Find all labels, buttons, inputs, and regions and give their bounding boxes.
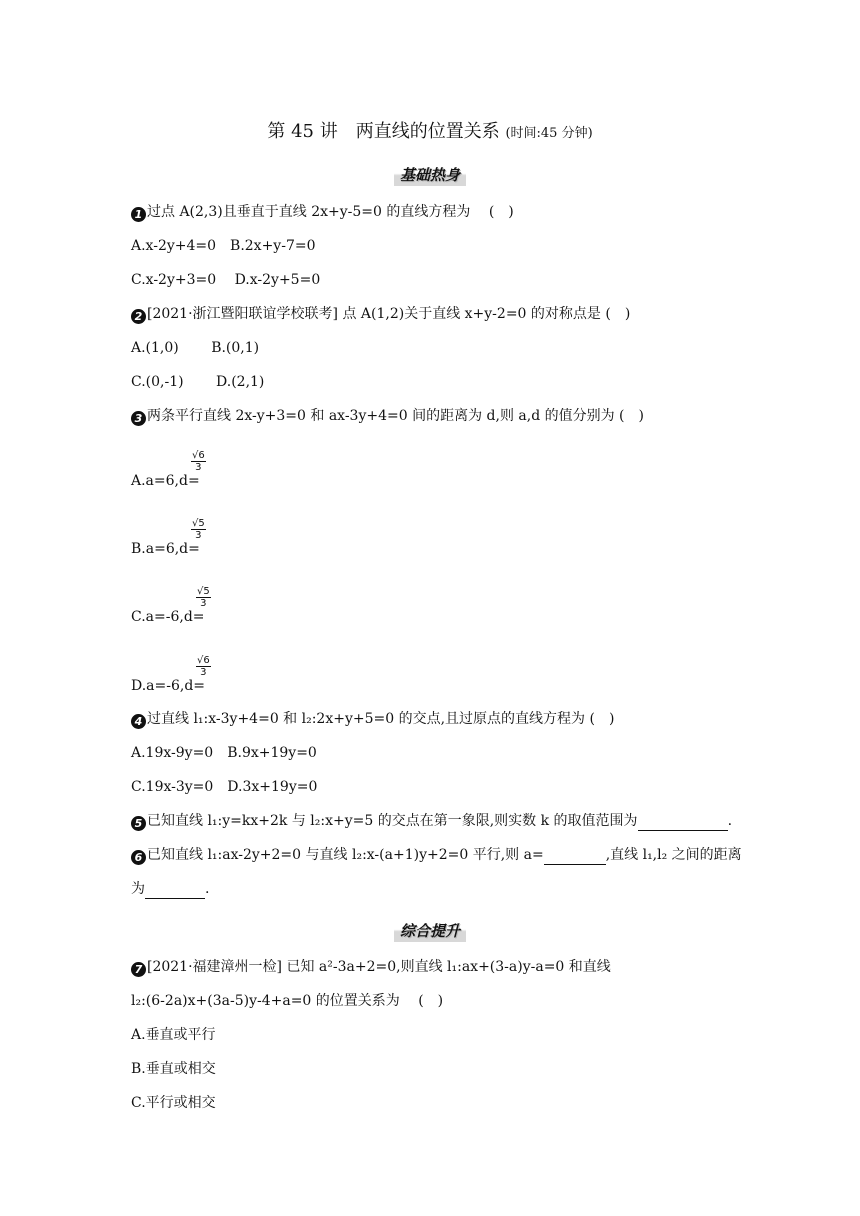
q7-option-a: A.垂直或平行: [131, 1027, 216, 1043]
q3-option-c: C.a=-6,d=: [131, 609, 205, 625]
question-2: [131, 305, 630, 324]
question-stem: 已知直线 l₁:ax-2y+2=0 与直线 l₂:x-(a+1)y+2=0 平行,则 a=: [147, 847, 544, 863]
lesson-title: 第 45 讲 两直线的位置关系: [267, 121, 500, 142]
question-number-badge: 2: [131, 309, 146, 324]
question-number-badge: 3: [131, 411, 146, 426]
fraction-numerator: √5: [197, 586, 210, 597]
q7-option-c: C.平行或相交: [131, 1095, 216, 1111]
section-advanced-label: 综合提升: [394, 919, 466, 942]
q3-option-d: D.a=-6,d=: [131, 678, 206, 694]
question-number-badge: 4: [131, 714, 146, 729]
question-4: [131, 710, 614, 729]
question-stem-cont: 为: [131, 881, 145, 897]
fraction-numerator: √5: [192, 518, 205, 529]
page-title: [0, 117, 860, 143]
question-number-badge: 7: [131, 962, 146, 977]
period: .: [205, 881, 210, 897]
q1-options-row-1: A.x-2y+4=0 B.2x+y-7=0: [131, 238, 316, 254]
question-stem: 过点 A(2,3)且垂直于直线 2x+y-5=0 的直线方程为 ( ): [147, 204, 514, 220]
fraction: [191, 518, 206, 541]
q3-option-a: A.a=6,d=: [131, 473, 200, 489]
fraction: [196, 586, 211, 609]
section-advanced: [0, 919, 860, 942]
fraction-denominator: 3: [200, 667, 207, 678]
q1-options-row-2: C.x-2y+3=0 D.x-2y+5=0: [131, 272, 321, 288]
question-1: [131, 203, 514, 222]
question-7: [131, 958, 611, 977]
question-stem: 过直线 l₁:x-3y+4=0 和 l₂:2x+y+5=0 的交点,且过原点的直线方程为 ( ): [147, 711, 615, 727]
question-number-badge: 5: [131, 816, 146, 831]
answer-blank[interactable]: [638, 812, 728, 831]
q3-option-b: B.a=6,d=: [131, 541, 200, 557]
fraction-numerator: √6: [192, 450, 205, 461]
fraction-numerator: √6: [197, 655, 210, 666]
fraction-denominator: 3: [195, 462, 202, 473]
fraction: [191, 450, 206, 473]
section-basic-label: 基础热身: [394, 163, 466, 186]
section-basic: [0, 163, 860, 186]
answer-blank-a[interactable]: [544, 846, 606, 865]
question-number-badge: 6: [131, 850, 146, 865]
fraction-denominator: 3: [195, 530, 202, 541]
time-note: (时间:45 分钟): [505, 126, 593, 141]
q7-option-b: B.垂直或相交: [131, 1061, 216, 1077]
q4-options-row-1: A.19x-9y=0 B.9x+19y=0: [131, 745, 317, 761]
question-3: [131, 407, 644, 426]
question-stem: [2021·浙江暨阳联谊学校联考] 点 A(1,2)关于直线 x+y-2=0 的对称点是 ( ): [147, 306, 631, 322]
question-stem: 已知直线 l₁:y=kx+2k 与 l₂:x+y=5 的交点在第一象限,则实数 k 的取值范围为: [147, 813, 638, 829]
answer-blank-distance[interactable]: [145, 880, 205, 899]
q4-options-row-2: C.19x-3y=0 D.3x+19y=0: [131, 779, 318, 795]
q2-options-row-2: C.(0,-1) D.(2,1): [131, 374, 265, 390]
q2-options-row-1: A.(1,0) B.(0,1): [131, 340, 260, 356]
question-5: [131, 812, 732, 831]
question-6: [131, 846, 742, 865]
fraction-denominator: 3: [200, 598, 207, 609]
question-stem: [2021·福建漳州一检] 已知 a²-3a+2=0,则直线 l₁:ax+(3-a)y-a=0 和直线: [147, 959, 611, 975]
question-stem: 两条平行直线 2x-y+3=0 和 ax-3y+4=0 间的距离为 d,则 a,d 的值分别为 ( ): [147, 408, 644, 424]
question-6-line-2: [131, 880, 209, 899]
period: .: [727, 813, 733, 829]
question-stem-cont: ,直线 l₁,l₂ 之间的距离: [605, 847, 742, 863]
fraction: [196, 655, 211, 678]
question-7-line-2: l₂:(6-2a)x+(3a-5)y-4+a=0 的位置关系为 ( ): [131, 993, 444, 1009]
question-number-badge: 1: [131, 207, 146, 222]
